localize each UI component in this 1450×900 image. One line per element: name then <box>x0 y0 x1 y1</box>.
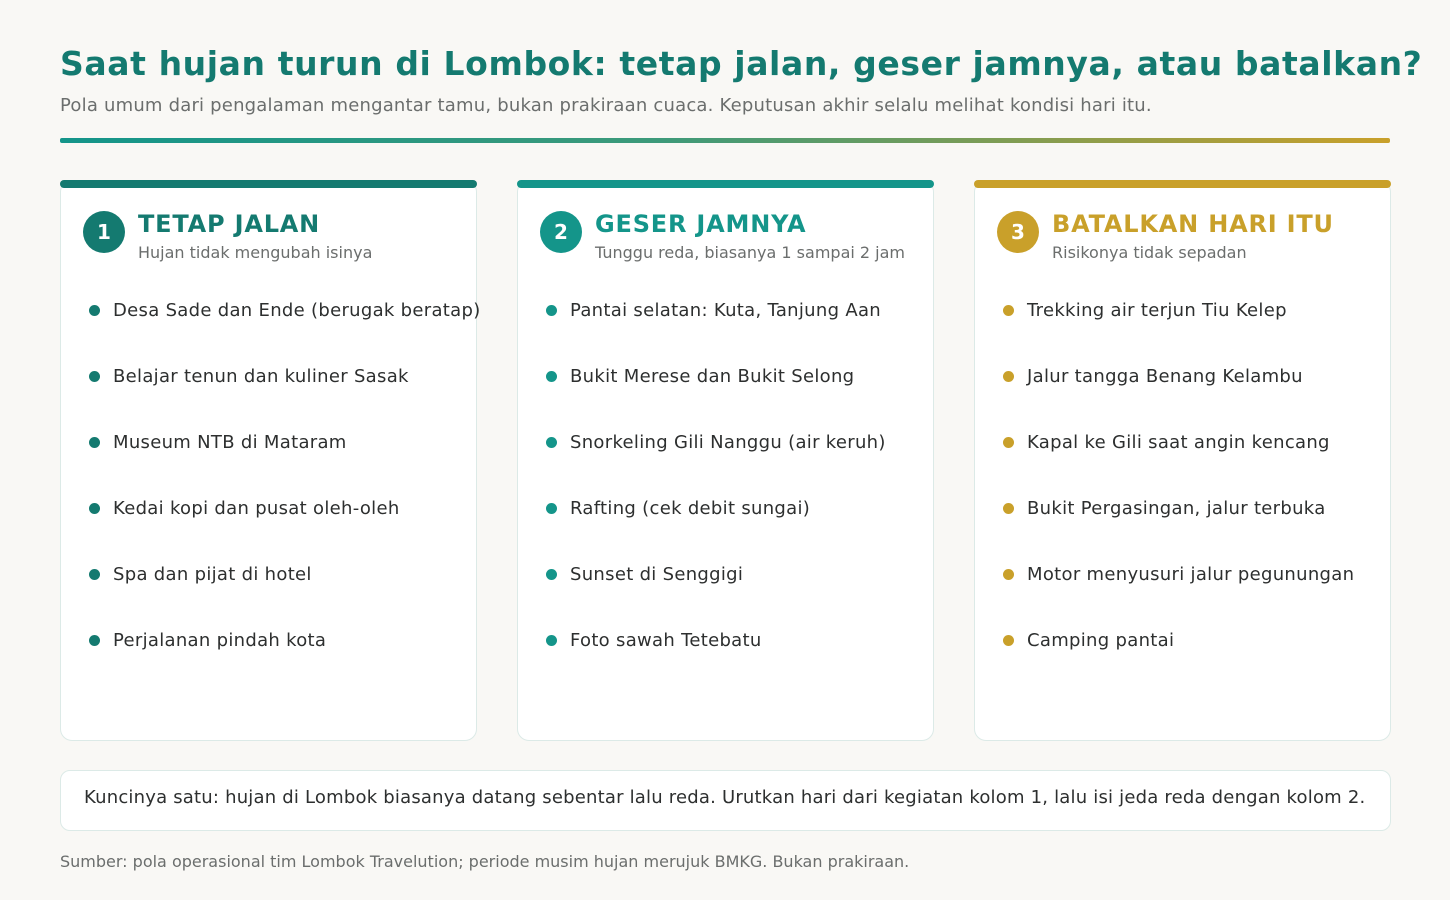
list-item-text: Museum NTB di Mataram <box>113 431 347 453</box>
bullet-dot-icon <box>1003 635 1014 646</box>
list-item-text: Sunset di Senggigi <box>570 563 744 585</box>
list-item <box>89 559 312 589</box>
list-item <box>89 427 347 457</box>
list-item-text: Belajar tenun dan kuliner Sasak <box>113 365 409 387</box>
key-note-box <box>60 770 1391 831</box>
list-item <box>546 559 743 589</box>
key-note-text: Kuncinya satu: hujan di Lombok biasanya datang sebentar lalu reda. Urutkan hari dari kegiatan kolom 1, lalu isi jeda reda dengan kolom 2. <box>84 787 1366 808</box>
column-card-geser-jamnya <box>517 180 934 741</box>
list-item <box>89 361 409 391</box>
bullet-dot-icon <box>546 371 557 382</box>
bullet-dot-icon <box>89 305 100 316</box>
page-title: Saat hujan turun di Lombok: tetap jalan, geser jamnya, atau batalkan? <box>60 44 1423 83</box>
column-number-badge: 2 <box>540 211 582 253</box>
list-item <box>1003 361 1303 391</box>
list-item <box>546 361 854 391</box>
list-item <box>89 493 400 523</box>
list-item-text: Motor menyusuri jalur pegunungan <box>1027 563 1355 585</box>
bullet-dot-icon <box>1003 305 1014 316</box>
bullet-dot-icon <box>546 503 557 514</box>
list-item-text: Bukit Pergasingan, jalur terbuka <box>1027 497 1326 519</box>
bullet-dot-icon <box>1003 569 1014 580</box>
list-item-text: Snorkeling Gili Nanggu (air keruh) <box>570 431 886 453</box>
bullet-dot-icon <box>89 569 100 580</box>
list-item <box>1003 625 1174 655</box>
column-title: TETAP JALAN <box>138 210 321 238</box>
bullet-dot-icon <box>546 305 557 316</box>
column-subtitle: Hujan tidak mengubah isinya <box>138 243 373 262</box>
list-item <box>1003 559 1354 589</box>
list-item <box>89 625 326 655</box>
list-item <box>546 295 881 325</box>
list-item-text: Bukit Merese dan Bukit Selong <box>570 365 855 387</box>
list-item-text: Kedai kopi dan pusat oleh-oleh <box>113 497 400 519</box>
list-item-text: Camping pantai <box>1027 629 1175 651</box>
card-accent-bar <box>517 180 934 188</box>
bullet-dot-icon <box>546 437 557 448</box>
column-title: GESER JAMNYA <box>595 210 807 238</box>
list-item <box>546 427 886 457</box>
column-card-batalkan-hari-itu <box>974 180 1391 741</box>
list-item-text: Perjalanan pindah kota <box>113 629 327 651</box>
bullet-dot-icon <box>89 371 100 382</box>
list-item-text: Pantai selatan: Kuta, Tanjung Aan <box>570 299 881 321</box>
list-item-text: Foto sawah Tetebatu <box>570 629 762 651</box>
bullet-dot-icon <box>546 569 557 580</box>
column-number-badge: 3 <box>997 211 1039 253</box>
bullet-dot-icon <box>1003 437 1014 448</box>
card-accent-bar <box>60 180 477 188</box>
list-item-text: Desa Sade dan Ende (berugak beratap) <box>113 299 481 321</box>
bullet-dot-icon <box>1003 371 1014 382</box>
bullet-dot-icon <box>89 503 100 514</box>
list-item-text: Kapal ke Gili saat angin kencang <box>1027 431 1330 453</box>
list-item <box>546 493 810 523</box>
list-item <box>1003 295 1287 325</box>
column-number-badge: 1 <box>83 211 125 253</box>
header-divider <box>60 138 1390 143</box>
column-subtitle: Risikonya tidak sepadan <box>1052 243 1247 262</box>
column-title: BATALKAN HARI ITU <box>1052 210 1334 238</box>
list-item <box>1003 427 1330 457</box>
bullet-dot-icon <box>89 437 100 448</box>
bullet-dot-icon <box>89 635 100 646</box>
page-subtitle: Pola umum dari pengalaman mengantar tamu, bukan prakiraan cuaca. Keputusan akhir selalu melihat kondisi hari itu. <box>60 95 1152 116</box>
list-item-text: Trekking air terjun Tiu Kelep <box>1027 299 1287 321</box>
list-item <box>546 625 762 655</box>
list-item-text: Jalur tangga Benang Kelambu <box>1027 365 1303 387</box>
bullet-dot-icon <box>1003 503 1014 514</box>
list-item <box>89 295 481 325</box>
list-item <box>1003 493 1326 523</box>
list-item-text: Rafting (cek debit sungai) <box>570 497 811 519</box>
list-item-text: Spa dan pijat di hotel <box>113 563 312 585</box>
source-footnote: Sumber: pola operasional tim Lombok Travelution; periode musim hujan merujuk BMKG. Bukan prakiraan. <box>60 852 910 871</box>
column-card-tetap-jalan <box>60 180 481 741</box>
card-accent-bar <box>974 180 1391 188</box>
column-subtitle: Tunggu reda, biasanya 1 sampai 2 jam <box>595 243 905 262</box>
bullet-dot-icon <box>546 635 557 646</box>
